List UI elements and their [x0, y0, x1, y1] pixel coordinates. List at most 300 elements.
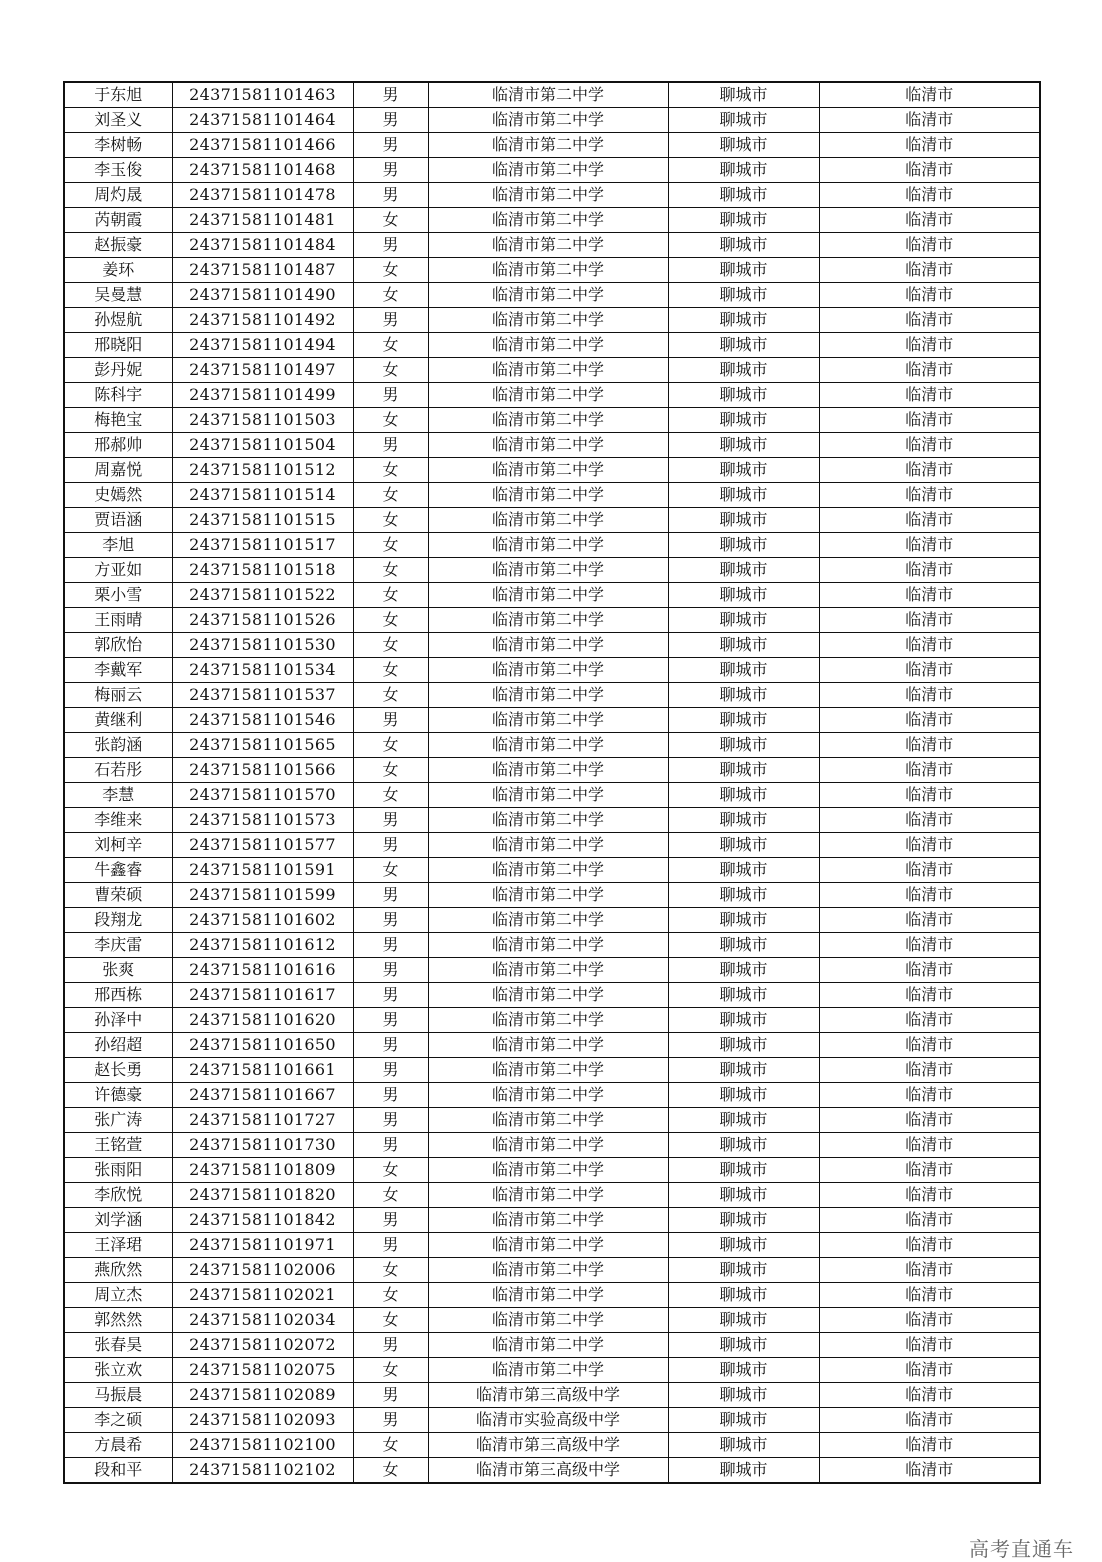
name-cell: 邢晓阳 — [64, 333, 172, 358]
city-cell: 聊城市 — [668, 1333, 819, 1358]
city-cell: 聊城市 — [668, 983, 819, 1008]
name-cell: 李庆雷 — [64, 933, 172, 958]
school-cell: 临清市第二中学 — [428, 133, 668, 158]
name-cell: 刘学涵 — [64, 1208, 172, 1233]
city-cell: 聊城市 — [668, 1258, 819, 1283]
gender-cell: 男 — [353, 158, 428, 183]
county-cell: 临清市 — [819, 1283, 1040, 1308]
exam-id-cell: 24371581101617 — [172, 983, 353, 1008]
name-cell: 张雨阳 — [64, 1158, 172, 1183]
table-row — [64, 508, 1040, 533]
exam-id-cell: 24371581101522 — [172, 583, 353, 608]
school-cell: 临清市第二中学 — [428, 608, 668, 633]
name-cell: 彭丹妮 — [64, 358, 172, 383]
county-cell: 临清市 — [819, 608, 1040, 633]
exam-id-cell: 24371581101530 — [172, 633, 353, 658]
table-row — [64, 1158, 1040, 1183]
school-cell: 临清市第二中学 — [428, 808, 668, 833]
county-cell: 临清市 — [819, 483, 1040, 508]
gender-cell: 男 — [353, 1083, 428, 1108]
school-cell: 临清市第二中学 — [428, 533, 668, 558]
exam-id-cell: 24371581101499 — [172, 383, 353, 408]
name-cell: 周立杰 — [64, 1283, 172, 1308]
name-cell: 王泽珺 — [64, 1233, 172, 1258]
county-cell: 临清市 — [819, 1358, 1040, 1383]
school-cell: 临清市第二中学 — [428, 183, 668, 208]
city-cell: 聊城市 — [668, 508, 819, 533]
name-cell: 孙泽中 — [64, 1008, 172, 1033]
gender-cell: 女 — [353, 408, 428, 433]
county-cell: 临清市 — [819, 533, 1040, 558]
county-cell: 临清市 — [819, 408, 1040, 433]
city-cell: 聊城市 — [668, 1208, 819, 1233]
county-cell: 临清市 — [819, 433, 1040, 458]
city-cell: 聊城市 — [668, 908, 819, 933]
exam-id-cell: 24371581101599 — [172, 883, 353, 908]
county-cell: 临清市 — [819, 883, 1040, 908]
table-row — [64, 908, 1040, 933]
school-cell: 临清市第二中学 — [428, 258, 668, 283]
county-cell: 临清市 — [819, 758, 1040, 783]
table-row — [64, 683, 1040, 708]
gender-cell: 女 — [353, 583, 428, 608]
exam-id-cell: 24371581102006 — [172, 1258, 353, 1283]
city-cell: 聊城市 — [668, 733, 819, 758]
county-cell: 临清市 — [819, 933, 1040, 958]
name-cell: 孙绍超 — [64, 1033, 172, 1058]
name-cell: 李欣悦 — [64, 1183, 172, 1208]
table-row — [64, 1433, 1040, 1458]
exam-id-cell: 24371581101591 — [172, 858, 353, 883]
county-cell: 临清市 — [819, 158, 1040, 183]
city-cell: 聊城市 — [668, 1458, 819, 1484]
gender-cell: 男 — [353, 958, 428, 983]
city-cell: 聊城市 — [668, 258, 819, 283]
gender-cell: 女 — [353, 1258, 428, 1283]
county-cell: 临清市 — [819, 1258, 1040, 1283]
city-cell: 聊城市 — [668, 1133, 819, 1158]
school-cell: 临清市第三高级中学 — [428, 1458, 668, 1484]
school-cell: 临清市第二中学 — [428, 1083, 668, 1108]
table-row — [64, 558, 1040, 583]
name-cell: 石若彤 — [64, 758, 172, 783]
school-cell: 临清市第二中学 — [428, 1233, 668, 1258]
table-row — [64, 708, 1040, 733]
county-cell: 临清市 — [819, 1008, 1040, 1033]
county-cell: 临清市 — [819, 458, 1040, 483]
county-cell: 临清市 — [819, 808, 1040, 833]
name-cell: 邢西栋 — [64, 983, 172, 1008]
county-cell: 临清市 — [819, 1383, 1040, 1408]
school-cell: 临清市第二中学 — [428, 508, 668, 533]
city-cell: 聊城市 — [668, 658, 819, 683]
city-cell: 聊城市 — [668, 208, 819, 233]
exam-id-cell: 24371581101612 — [172, 933, 353, 958]
gender-cell: 男 — [353, 308, 428, 333]
exam-id-cell: 24371581101727 — [172, 1108, 353, 1133]
school-cell: 临清市第二中学 — [428, 283, 668, 308]
exam-id-cell: 24371581101565 — [172, 733, 353, 758]
exam-id-cell: 24371581101809 — [172, 1158, 353, 1183]
name-cell: 姜环 — [64, 258, 172, 283]
school-cell: 临清市第二中学 — [428, 958, 668, 983]
county-cell: 临清市 — [819, 383, 1040, 408]
gender-cell: 女 — [353, 1458, 428, 1484]
name-cell: 赵长勇 — [64, 1058, 172, 1083]
city-cell: 聊城市 — [668, 933, 819, 958]
exam-id-cell: 24371581101546 — [172, 708, 353, 733]
exam-id-cell: 24371581101570 — [172, 783, 353, 808]
county-cell: 临清市 — [819, 1158, 1040, 1183]
city-cell: 聊城市 — [668, 383, 819, 408]
county-cell: 临清市 — [819, 683, 1040, 708]
city-cell: 聊城市 — [668, 1008, 819, 1033]
table-row — [64, 1208, 1040, 1233]
county-cell: 临清市 — [819, 508, 1040, 533]
watermark-text: 高考直通车 — [969, 1537, 1074, 1561]
school-cell: 临清市第二中学 — [428, 1133, 668, 1158]
name-cell: 牛鑫睿 — [64, 858, 172, 883]
table-row — [64, 583, 1040, 608]
city-cell: 聊城市 — [668, 108, 819, 133]
gender-cell: 女 — [353, 1158, 428, 1183]
name-cell: 李慧 — [64, 783, 172, 808]
table-row — [64, 458, 1040, 483]
gender-cell: 女 — [353, 1308, 428, 1333]
exam-id-cell: 24371581101468 — [172, 158, 353, 183]
name-cell: 郭欣怡 — [64, 633, 172, 658]
city-cell: 聊城市 — [668, 1383, 819, 1408]
exam-id-cell: 24371581101537 — [172, 683, 353, 708]
city-cell: 聊城市 — [668, 683, 819, 708]
school-cell: 临清市第二中学 — [428, 1308, 668, 1333]
name-cell: 陈科宇 — [64, 383, 172, 408]
county-cell: 临清市 — [819, 183, 1040, 208]
school-cell: 临清市第二中学 — [428, 633, 668, 658]
city-cell: 聊城市 — [668, 333, 819, 358]
city-cell: 聊城市 — [668, 82, 819, 108]
exam-id-cell: 24371581102100 — [172, 1433, 353, 1458]
name-cell: 张爽 — [64, 958, 172, 983]
table-row — [64, 108, 1040, 133]
school-cell: 临清市第二中学 — [428, 1258, 668, 1283]
gender-cell: 女 — [353, 358, 428, 383]
school-cell: 临清市第二中学 — [428, 108, 668, 133]
county-cell: 临清市 — [819, 833, 1040, 858]
gender-cell: 女 — [353, 783, 428, 808]
county-cell: 临清市 — [819, 258, 1040, 283]
gender-cell: 女 — [353, 858, 428, 883]
school-cell: 临清市第二中学 — [428, 833, 668, 858]
gender-cell: 男 — [353, 183, 428, 208]
exam-id-cell: 24371581102021 — [172, 1283, 353, 1308]
table-row — [64, 733, 1040, 758]
school-cell: 临清市第二中学 — [428, 208, 668, 233]
county-cell: 临清市 — [819, 208, 1040, 233]
exam-id-cell: 24371581101820 — [172, 1183, 353, 1208]
table-row — [64, 1408, 1040, 1433]
gender-cell: 男 — [353, 108, 428, 133]
school-cell: 临清市第二中学 — [428, 433, 668, 458]
city-cell: 聊城市 — [668, 883, 819, 908]
school-cell: 临清市第二中学 — [428, 483, 668, 508]
name-cell: 栗小雪 — [64, 583, 172, 608]
gender-cell: 女 — [353, 1283, 428, 1308]
name-cell: 芮朝霞 — [64, 208, 172, 233]
gender-cell: 男 — [353, 1408, 428, 1433]
county-cell: 临清市 — [819, 1108, 1040, 1133]
county-cell: 临清市 — [819, 583, 1040, 608]
gender-cell: 男 — [353, 82, 428, 108]
county-cell: 临清市 — [819, 1333, 1040, 1358]
school-cell: 临清市第二中学 — [428, 1333, 668, 1358]
city-cell: 聊城市 — [668, 708, 819, 733]
table-row — [64, 183, 1040, 208]
school-cell: 临清市第二中学 — [428, 858, 668, 883]
exam-id-cell: 24371581101650 — [172, 1033, 353, 1058]
table-row — [64, 1308, 1040, 1333]
city-cell: 聊城市 — [668, 408, 819, 433]
gender-cell: 男 — [353, 808, 428, 833]
name-cell: 梅艳宝 — [64, 408, 172, 433]
exam-id-cell: 24371581101566 — [172, 758, 353, 783]
gender-cell: 女 — [353, 758, 428, 783]
name-cell: 贾语涵 — [64, 508, 172, 533]
school-cell: 临清市第二中学 — [428, 733, 668, 758]
exam-id-cell: 24371581101478 — [172, 183, 353, 208]
table-row — [64, 808, 1040, 833]
city-cell: 聊城市 — [668, 183, 819, 208]
gender-cell: 女 — [353, 1358, 428, 1383]
county-cell: 临清市 — [819, 908, 1040, 933]
name-cell: 吴曼慧 — [64, 283, 172, 308]
county-cell: 临清市 — [819, 108, 1040, 133]
table-row — [64, 533, 1040, 558]
exam-id-cell: 24371581101484 — [172, 233, 353, 258]
city-cell: 聊城市 — [668, 608, 819, 633]
name-cell: 张立欢 — [64, 1358, 172, 1383]
exam-id-cell: 24371581101620 — [172, 1008, 353, 1033]
city-cell: 聊城市 — [668, 433, 819, 458]
school-cell: 临清市第二中学 — [428, 658, 668, 683]
table-row — [64, 433, 1040, 458]
table-row — [64, 1333, 1040, 1358]
gender-cell: 男 — [353, 1058, 428, 1083]
name-cell: 张广涛 — [64, 1108, 172, 1133]
gender-cell: 女 — [353, 608, 428, 633]
name-cell: 燕欣然 — [64, 1258, 172, 1283]
school-cell: 临清市第三高级中学 — [428, 1383, 668, 1408]
exam-id-cell: 24371581102072 — [172, 1333, 353, 1358]
table-row — [64, 833, 1040, 858]
school-cell: 临清市第二中学 — [428, 1108, 668, 1133]
name-cell: 李戴军 — [64, 658, 172, 683]
exam-id-cell: 24371581101526 — [172, 608, 353, 633]
name-cell: 周灼晟 — [64, 183, 172, 208]
exam-id-cell: 24371581101504 — [172, 433, 353, 458]
gender-cell: 女 — [353, 533, 428, 558]
gender-cell: 男 — [353, 933, 428, 958]
gender-cell: 女 — [353, 483, 428, 508]
county-cell: 临清市 — [819, 133, 1040, 158]
exam-id-cell: 24371581101514 — [172, 483, 353, 508]
gender-cell: 男 — [353, 1383, 428, 1408]
name-cell: 方亚如 — [64, 558, 172, 583]
name-cell: 李维来 — [64, 808, 172, 833]
exam-id-cell: 24371581101730 — [172, 1133, 353, 1158]
name-cell: 刘圣义 — [64, 108, 172, 133]
school-cell: 临清市第二中学 — [428, 1183, 668, 1208]
exam-id-cell: 24371581101971 — [172, 1233, 353, 1258]
exam-id-cell: 24371581102089 — [172, 1383, 353, 1408]
gender-cell: 男 — [353, 708, 428, 733]
county-cell: 临清市 — [819, 1233, 1040, 1258]
exam-id-cell: 24371581101573 — [172, 808, 353, 833]
table-row — [64, 658, 1040, 683]
name-cell: 李旭 — [64, 533, 172, 558]
table-row — [64, 483, 1040, 508]
table-row — [64, 1283, 1040, 1308]
school-cell: 临清市第二中学 — [428, 333, 668, 358]
city-cell: 聊城市 — [668, 758, 819, 783]
table-row — [64, 1233, 1040, 1258]
exam-id-cell: 24371581102102 — [172, 1458, 353, 1484]
table-row — [64, 933, 1040, 958]
county-cell: 临清市 — [819, 358, 1040, 383]
gender-cell: 女 — [353, 458, 428, 483]
table-row — [64, 133, 1040, 158]
county-cell: 临清市 — [819, 1083, 1040, 1108]
county-cell: 临清市 — [819, 558, 1040, 583]
city-cell: 聊城市 — [668, 858, 819, 883]
exam-id-cell: 24371581102093 — [172, 1408, 353, 1433]
city-cell: 聊城市 — [668, 1183, 819, 1208]
school-cell: 临清市第二中学 — [428, 783, 668, 808]
gender-cell: 女 — [353, 333, 428, 358]
exam-id-cell: 24371581101518 — [172, 558, 353, 583]
city-cell: 聊城市 — [668, 1233, 819, 1258]
city-cell: 聊城市 — [668, 158, 819, 183]
exam-id-cell: 24371581101492 — [172, 308, 353, 333]
name-cell: 周嘉悦 — [64, 458, 172, 483]
county-cell: 临清市 — [819, 633, 1040, 658]
county-cell: 临清市 — [819, 1408, 1040, 1433]
name-cell: 张韵涵 — [64, 733, 172, 758]
table-row — [64, 1083, 1040, 1108]
exam-id-cell: 24371581101466 — [172, 133, 353, 158]
city-cell: 聊城市 — [668, 583, 819, 608]
gender-cell: 男 — [353, 883, 428, 908]
school-cell: 临清市第二中学 — [428, 458, 668, 483]
school-cell: 临清市第二中学 — [428, 683, 668, 708]
county-cell: 临清市 — [819, 1308, 1040, 1333]
table-row — [64, 1033, 1040, 1058]
city-cell: 聊城市 — [668, 1158, 819, 1183]
gender-cell: 男 — [353, 1033, 428, 1058]
exam-id-cell: 24371581101497 — [172, 358, 353, 383]
name-cell: 郭然然 — [64, 1308, 172, 1333]
exam-id-cell: 24371581101517 — [172, 533, 353, 558]
school-cell: 临清市第二中学 — [428, 308, 668, 333]
table-row — [64, 1383, 1040, 1408]
table-row — [64, 208, 1040, 233]
table-row — [64, 1108, 1040, 1133]
county-cell: 临清市 — [819, 958, 1040, 983]
exam-id-cell: 24371581101490 — [172, 283, 353, 308]
county-cell: 临清市 — [819, 333, 1040, 358]
name-cell: 孙煜航 — [64, 308, 172, 333]
table-row — [64, 383, 1040, 408]
city-cell: 聊城市 — [668, 1308, 819, 1333]
table-row — [64, 233, 1040, 258]
school-cell: 临清市第二中学 — [428, 1058, 668, 1083]
county-cell: 临清市 — [819, 1058, 1040, 1083]
exam-id-cell: 24371581101494 — [172, 333, 353, 358]
city-cell: 聊城市 — [668, 1358, 819, 1383]
name-cell: 张春昊 — [64, 1333, 172, 1358]
county-cell: 临清市 — [819, 658, 1040, 683]
table-row — [64, 358, 1040, 383]
school-cell: 临清市第二中学 — [428, 933, 668, 958]
name-cell: 于东旭 — [64, 82, 172, 108]
city-cell: 聊城市 — [668, 1408, 819, 1433]
city-cell: 聊城市 — [668, 1033, 819, 1058]
county-cell: 临清市 — [819, 1433, 1040, 1458]
gender-cell: 男 — [353, 1133, 428, 1158]
gender-cell: 女 — [353, 508, 428, 533]
table-row — [64, 633, 1040, 658]
school-cell: 临清市第二中学 — [428, 233, 668, 258]
exam-id-cell: 24371581101842 — [172, 1208, 353, 1233]
school-cell: 临清市第二中学 — [428, 758, 668, 783]
table-row — [64, 608, 1040, 633]
table-row — [64, 1183, 1040, 1208]
name-cell: 李之硕 — [64, 1408, 172, 1433]
gender-cell: 女 — [353, 633, 428, 658]
school-cell: 临清市第二中学 — [428, 408, 668, 433]
exam-id-cell: 24371581101503 — [172, 408, 353, 433]
city-cell: 聊城市 — [668, 1283, 819, 1308]
exam-id-cell: 24371581101463 — [172, 82, 353, 108]
name-cell: 许德豪 — [64, 1083, 172, 1108]
name-cell: 马振晨 — [64, 1383, 172, 1408]
exam-id-cell: 24371581101464 — [172, 108, 353, 133]
table-row — [64, 333, 1040, 358]
city-cell: 聊城市 — [668, 1433, 819, 1458]
city-cell: 聊城市 — [668, 358, 819, 383]
city-cell: 聊城市 — [668, 1058, 819, 1083]
exam-id-cell: 24371581101667 — [172, 1083, 353, 1108]
table-row — [64, 258, 1040, 283]
city-cell: 聊城市 — [668, 308, 819, 333]
county-cell: 临清市 — [819, 308, 1040, 333]
gender-cell: 男 — [353, 1233, 428, 1258]
name-cell: 史嫣然 — [64, 483, 172, 508]
gender-cell: 男 — [353, 233, 428, 258]
school-cell: 临清市第二中学 — [428, 358, 668, 383]
name-cell: 李玉俊 — [64, 158, 172, 183]
exam-id-cell: 24371581102075 — [172, 1358, 353, 1383]
county-cell: 临清市 — [819, 1458, 1040, 1484]
table-row — [64, 1008, 1040, 1033]
school-cell: 临清市第二中学 — [428, 383, 668, 408]
exam-id-cell: 24371581101534 — [172, 658, 353, 683]
school-cell: 临清市第三高级中学 — [428, 1433, 668, 1458]
table-row — [64, 983, 1040, 1008]
table-row — [64, 958, 1040, 983]
exam-id-cell: 24371581101481 — [172, 208, 353, 233]
name-cell: 王铭萱 — [64, 1133, 172, 1158]
